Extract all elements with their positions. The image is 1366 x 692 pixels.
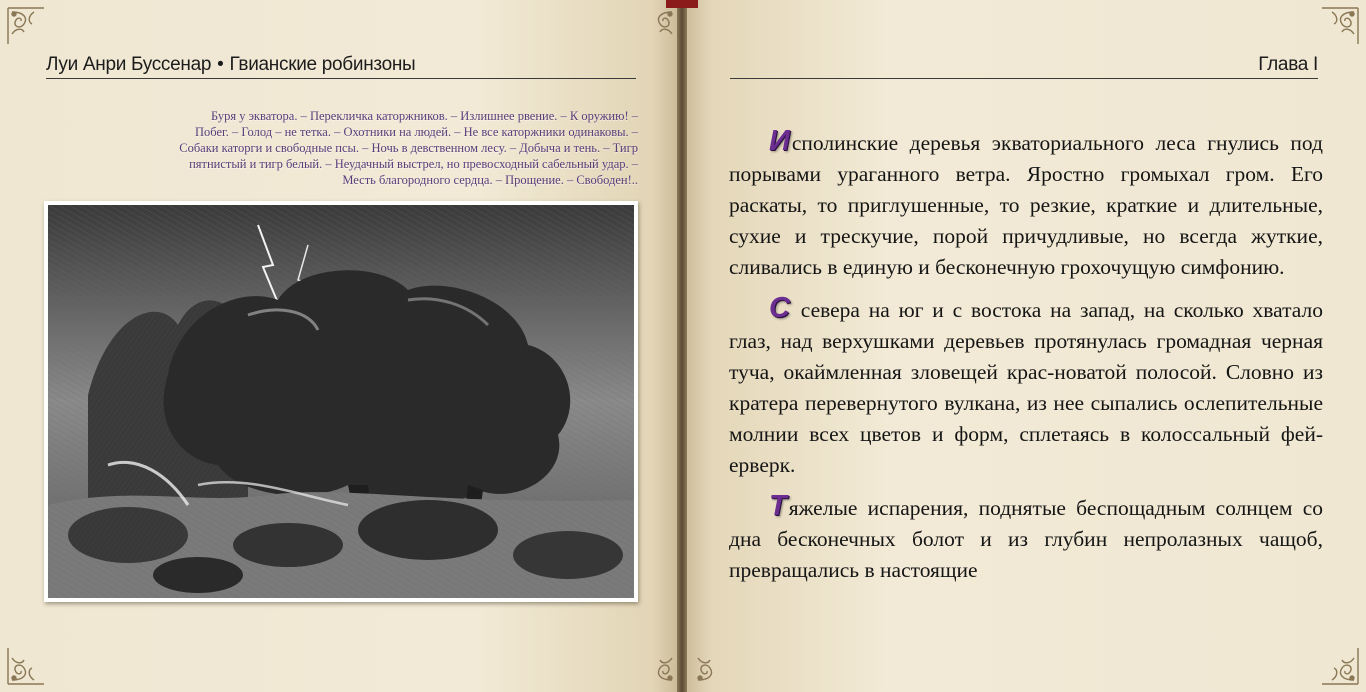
running-head-right xyxy=(730,52,1318,79)
paragraph xyxy=(729,126,1323,283)
text-line: непролазных чащоб, превращались в настоящие xyxy=(729,527,1323,582)
drop-cap: С xyxy=(769,292,790,324)
book-title: Гвианские робинзоны xyxy=(229,54,416,75)
storm-engraving-illustration[interactable] xyxy=(44,201,638,602)
summary-line: Побег. – Голод – не тетка. – Охотники на людей. – Не все каторжники одинаковы. – xyxy=(195,125,638,139)
paragraph xyxy=(729,491,1323,586)
chapter-label: Глава I xyxy=(1258,54,1318,75)
book-spine xyxy=(677,0,687,692)
author-name: Луи Анри Буссенар xyxy=(46,54,212,75)
text-line: вулкана, из нее сыпались ослепительные молнии xyxy=(729,391,1323,446)
text-line: громыхал гром. Его раскаты, то приглушенные, то xyxy=(729,162,1323,217)
text-line: порой причудливые, но всегда жуткие, сливались xyxy=(729,224,1323,279)
text-line: новатой полосой. Словно из кратера перевернутого xyxy=(729,360,1323,415)
text-line: гнулись под порывами ураганного ветра. Яростно xyxy=(729,131,1323,186)
drop-cap: И xyxy=(769,125,790,157)
text-line: громадная черная туча, окаймленная зловещей крас- xyxy=(729,329,1323,384)
text-line: всех цветов и форм, сплетаясь в колоссальный фей- xyxy=(809,422,1323,446)
text-line: в единую и бесконечную грохочущую симфонию. xyxy=(827,255,1285,279)
text-line: ерверк. xyxy=(729,453,796,477)
summary-line: Собаки каторги и свободные псы. – Ночь в девственном лесу. – Добыча и тень. – Тигр xyxy=(179,141,638,155)
text-line: севера на юг и с востока на запад, на сколько xyxy=(800,298,1244,322)
text-line: яжелые испарения, поднятые беспощадным xyxy=(788,496,1206,520)
summary-line: Буря у экватора. – Перекличка каторжников. – Излишнее рвение. – К оружию! – xyxy=(210,109,638,123)
chapter-summary xyxy=(80,108,638,188)
text-line: солнцем со дна бесконечных болот и из глубин xyxy=(729,496,1323,551)
corner-ornament-icon xyxy=(620,628,680,688)
summary-line: пятнистый и тигр белый. – Неудачный выстрел, но превосходный сабельный удар. – xyxy=(189,157,638,171)
running-head-left xyxy=(46,52,636,79)
drop-cap: Т xyxy=(769,490,787,522)
paragraph xyxy=(729,293,1323,481)
corner-ornament-icon xyxy=(4,628,64,688)
text-line: хватало глаз, над верхушками деревьев протянулась xyxy=(729,298,1324,353)
corner-ornament-icon xyxy=(1302,628,1362,688)
text-line: сполинские деревья экваториального леса xyxy=(791,131,1196,155)
summary-line: Месть благородного сердца. – Прощение. – Свободен!.. xyxy=(342,173,638,187)
chapter-body-text xyxy=(729,126,1323,596)
text-line: резкие, краткие и длительные, сухие и трескучие, xyxy=(729,193,1324,248)
header-separator: • xyxy=(217,54,224,75)
storm-forest-engraving xyxy=(48,205,634,598)
corner-ornament-icon xyxy=(690,628,750,688)
